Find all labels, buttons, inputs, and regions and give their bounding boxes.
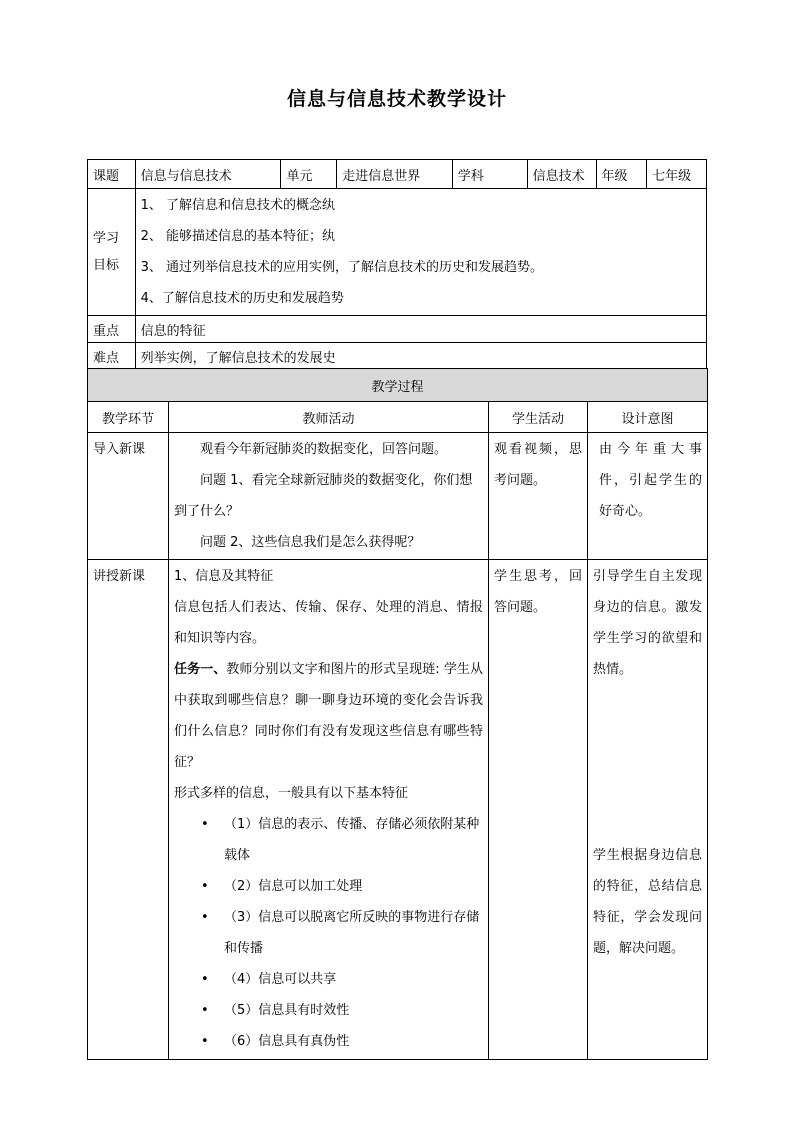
course-label: 课题	[88, 160, 136, 189]
course-value: 信息与信息技术	[135, 160, 281, 189]
task-one-lead: 任务一、	[174, 662, 227, 677]
key-point-row	[88, 316, 707, 343]
feature-bullet	[174, 964, 483, 995]
grade-value: 七年级	[647, 160, 707, 189]
key-point-label: 重点	[88, 316, 136, 343]
lesson-student-activity	[489, 560, 588, 1060]
key-point-value: 信息的特征	[135, 316, 706, 343]
intro-design-text: 由今年重大事件，引起学生的好奇心。	[599, 442, 703, 519]
objectives-label-line1: 学习	[93, 231, 120, 246]
lesson-design-text-1: 引导学生自主发现身边的信息。激发学生学习的欲望和热情。	[593, 569, 703, 677]
feature-text: （2）信息可以加工处理	[224, 879, 363, 894]
bullet-dot-icon: •	[201, 1003, 209, 1018]
objectives-row	[88, 189, 707, 316]
feature-bullet	[174, 1026, 483, 1057]
features-summary: 形式多样的信息，一般具有以下基本特征	[174, 786, 409, 801]
intro-teacher-para: 观看今年新冠肺炎的数据变化，回答问题。	[200, 442, 448, 457]
intro-design-intent	[588, 433, 708, 560]
difficulty-value: 列举实例，了解信息技术的发展史	[135, 343, 706, 370]
lesson-teacher-activity	[169, 560, 489, 1060]
feature-bullet	[174, 995, 483, 1026]
task-one-text: 教师分别以文字和图片的形式呈现琏: 学生从中获取到哪些信息？聊一聊身边环境的变化会告诉我们什么信息？同时你们有没有发现这些信息有哪些特征？	[174, 662, 483, 770]
column-header-stage: 教学环节	[88, 402, 169, 433]
intro-student-text: 观看视频，思考问题。	[494, 442, 582, 488]
subject-value: 信息技术	[527, 160, 596, 189]
intro-teacher-activity	[169, 433, 489, 560]
unit-value: 走进信息世界	[337, 160, 452, 189]
bullet-dot-icon: •	[201, 910, 209, 925]
bullet-dot-icon: •	[201, 972, 209, 987]
feature-text: （5）信息具有时效性	[224, 1003, 350, 1018]
feature-text: （4）信息可以共享	[224, 972, 337, 987]
lesson-teacher-para: 1、信息及其特征	[174, 569, 274, 584]
intro-row	[88, 433, 708, 560]
objectives-label-line2: 目标	[93, 258, 120, 273]
feature-text: （6）信息具有真伪性	[224, 1034, 350, 1049]
lesson-stage: 讲授新课	[88, 560, 169, 1060]
feature-text: （1）信息的表示、传播、存储必须依附某种载体	[224, 817, 480, 863]
objective-item: 1、 了解信息和信息技术的概念纨	[140, 198, 336, 213]
bullet-dot-icon: •	[201, 1034, 209, 1049]
intro-teacher-para: 问题 1、看完全球新冠肺炎的数据变化，你们想到了什么？	[174, 473, 473, 519]
column-header-teacher: 教师活动	[169, 402, 489, 433]
bullet-dot-icon: •	[201, 879, 209, 894]
objective-item: 2、 能够描述信息的基本特征；纨	[140, 229, 336, 244]
process-column-headers	[88, 402, 708, 433]
lesson-student-text: 学生思考，回答问题。	[494, 569, 582, 615]
intro-stage: 导入新课	[88, 433, 169, 560]
feature-text: （3）信息可以脱离它所反映的事物进行存储和传播	[224, 910, 480, 956]
objective-item: 3、 通过列举信息技术的应用实例，了解信息技术的历史和发展趋势。	[140, 260, 544, 275]
grade-label: 年级	[596, 160, 647, 189]
unit-label: 单元	[281, 160, 337, 189]
task-one-para	[174, 654, 483, 778]
difficulty-label: 难点	[88, 343, 136, 370]
intro-student-activity	[489, 433, 588, 560]
intro-teacher-para: 问题 2、这些信息我们是怎么获得呢？	[200, 535, 421, 550]
process-band-title: 教学过程	[88, 369, 708, 402]
bullet-dot-icon: •	[201, 817, 209, 832]
difficulty-row	[88, 343, 707, 370]
lesson-row	[88, 560, 708, 1060]
objectives-label	[88, 189, 136, 316]
teaching-process-table	[87, 368, 708, 1060]
course-row	[88, 160, 707, 189]
lesson-design-intent	[588, 560, 708, 1060]
feature-bullet	[174, 871, 483, 902]
document-title: 信息与信息技术教学设计	[286, 88, 507, 110]
feature-bullet	[174, 809, 483, 871]
objectives-list	[135, 189, 706, 316]
objective-item: 4、了解信息技术的历史和发展趋势	[140, 291, 344, 306]
subject-label: 学科	[452, 160, 527, 189]
column-header-student: 学生活动	[489, 402, 588, 433]
column-header-design: 设计意图	[588, 402, 708, 433]
feature-bullet	[174, 902, 483, 964]
lesson-teacher-para: 信息包括人们表达、传输、保存、处理的消息、情报和知识等内容。	[174, 600, 483, 646]
lesson-design-text-2: 学生根据身边信息的特征，总结信息特征，学会发现问题，解决问题。	[593, 848, 703, 956]
lesson-info-table	[87, 159, 707, 370]
